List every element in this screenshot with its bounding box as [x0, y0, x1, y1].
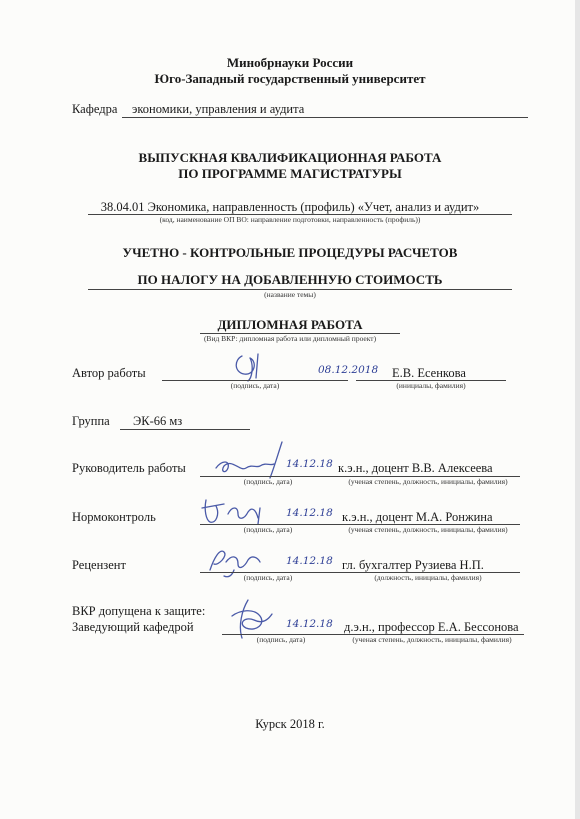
ministry-name: Минобрнауки России	[226, 55, 354, 70]
head-of-department-label: Заведующий кафедрой	[72, 620, 194, 634]
program-caption: (код, наименование ОП ВО: направление подготовки, направленность (профиль))	[159, 215, 421, 224]
normcontrol-sign-caption: (подпись, дата)	[243, 525, 293, 534]
head-name-caption: (ученая степень, должность, инициалы, фамилия)	[352, 635, 512, 644]
head-of-department-name: д.э.н., профессор Е.А. Бессонова	[344, 620, 519, 634]
work-kind-caption: (Вид ВКР: дипломная работа или дипломный проект)	[203, 334, 377, 343]
head-of-department-date: 14.12.18	[286, 618, 333, 630]
group-value: ЭК-66 мз	[133, 414, 183, 428]
author-signature	[228, 348, 278, 382]
author-name: Е.В. Есенкова	[392, 366, 466, 380]
normcontrol-name: к.э.н., доцент М.А. Ронжина	[342, 510, 493, 524]
scan-edge	[575, 0, 580, 819]
group-underline	[120, 429, 250, 430]
supervisor-name: к.э.н., доцент В.В. Алексеева	[338, 461, 493, 475]
author-sign-caption: (подпись, дата)	[230, 381, 280, 390]
author-name-caption: (инициалы, фамилия)	[396, 381, 466, 390]
author-date: 08.12.2018	[318, 364, 379, 376]
normcontrol-name-caption: (ученая степень, должность, инициалы, фамилия)	[348, 525, 508, 534]
group-label: Группа	[72, 414, 110, 428]
work-kind: ДИПЛОМНАЯ РАБОТА	[217, 317, 363, 332]
work-type-line1: ВЫПУСКНАЯ КВАЛИФИКАЦИОННАЯ РАБОТА	[138, 150, 442, 165]
reviewer-sign-caption: (подпись, дата)	[243, 573, 293, 582]
reviewer-label: Рецензент	[72, 558, 126, 572]
reviewer-date: 14.12.18	[286, 555, 333, 567]
normcontrol-label: Нормоконтроль	[72, 510, 156, 524]
normcontrol-signature	[198, 494, 278, 528]
head-sign-caption: (подпись, дата)	[256, 635, 306, 644]
supervisor-label: Руководитель работы	[72, 461, 186, 475]
supervisor-signature	[212, 438, 292, 480]
supervisor-name-caption: (ученая степень, должность, инициалы, фамилия)	[348, 477, 508, 486]
reviewer-name-caption: (должность, инициалы, фамилия)	[374, 573, 482, 582]
topic-line2: ПО НАЛОГУ НА ДОБАВЛЕННУЮ СТОИМОСТЬ	[137, 272, 443, 287]
city-year: Курск 2018 г.	[255, 717, 325, 731]
supervisor-sign-caption: (подпись, дата)	[243, 477, 293, 486]
reviewer-name: гл. бухгалтер Рузиева Н.П.	[342, 558, 484, 572]
department-value: экономики, управления и аудита	[132, 102, 305, 116]
program-value: 38.04.01 Экономика, направленность (профиль) «Учет, анализ и аудит»	[100, 200, 480, 214]
university-name: Юго-Западный государственный университет	[154, 71, 426, 86]
department-label: Кафедра	[72, 102, 118, 116]
normcontrol-date: 14.12.18	[286, 507, 333, 519]
topic-line1: УЧЕТНО - КОНТРОЛЬНЫЕ ПРОЦЕДУРЫ РАСЧЕТОВ	[122, 245, 458, 260]
admission-note: ВКР допущена к защите:	[72, 604, 206, 618]
supervisor-date: 14.12.18	[286, 458, 333, 470]
work-type-line2: ПО ПРОГРАММЕ МАГИСТРАТУРЫ	[178, 166, 402, 181]
department-underline	[122, 117, 528, 118]
topic-caption: (название темы)	[264, 290, 316, 299]
author-label: Автор работы	[72, 366, 146, 380]
